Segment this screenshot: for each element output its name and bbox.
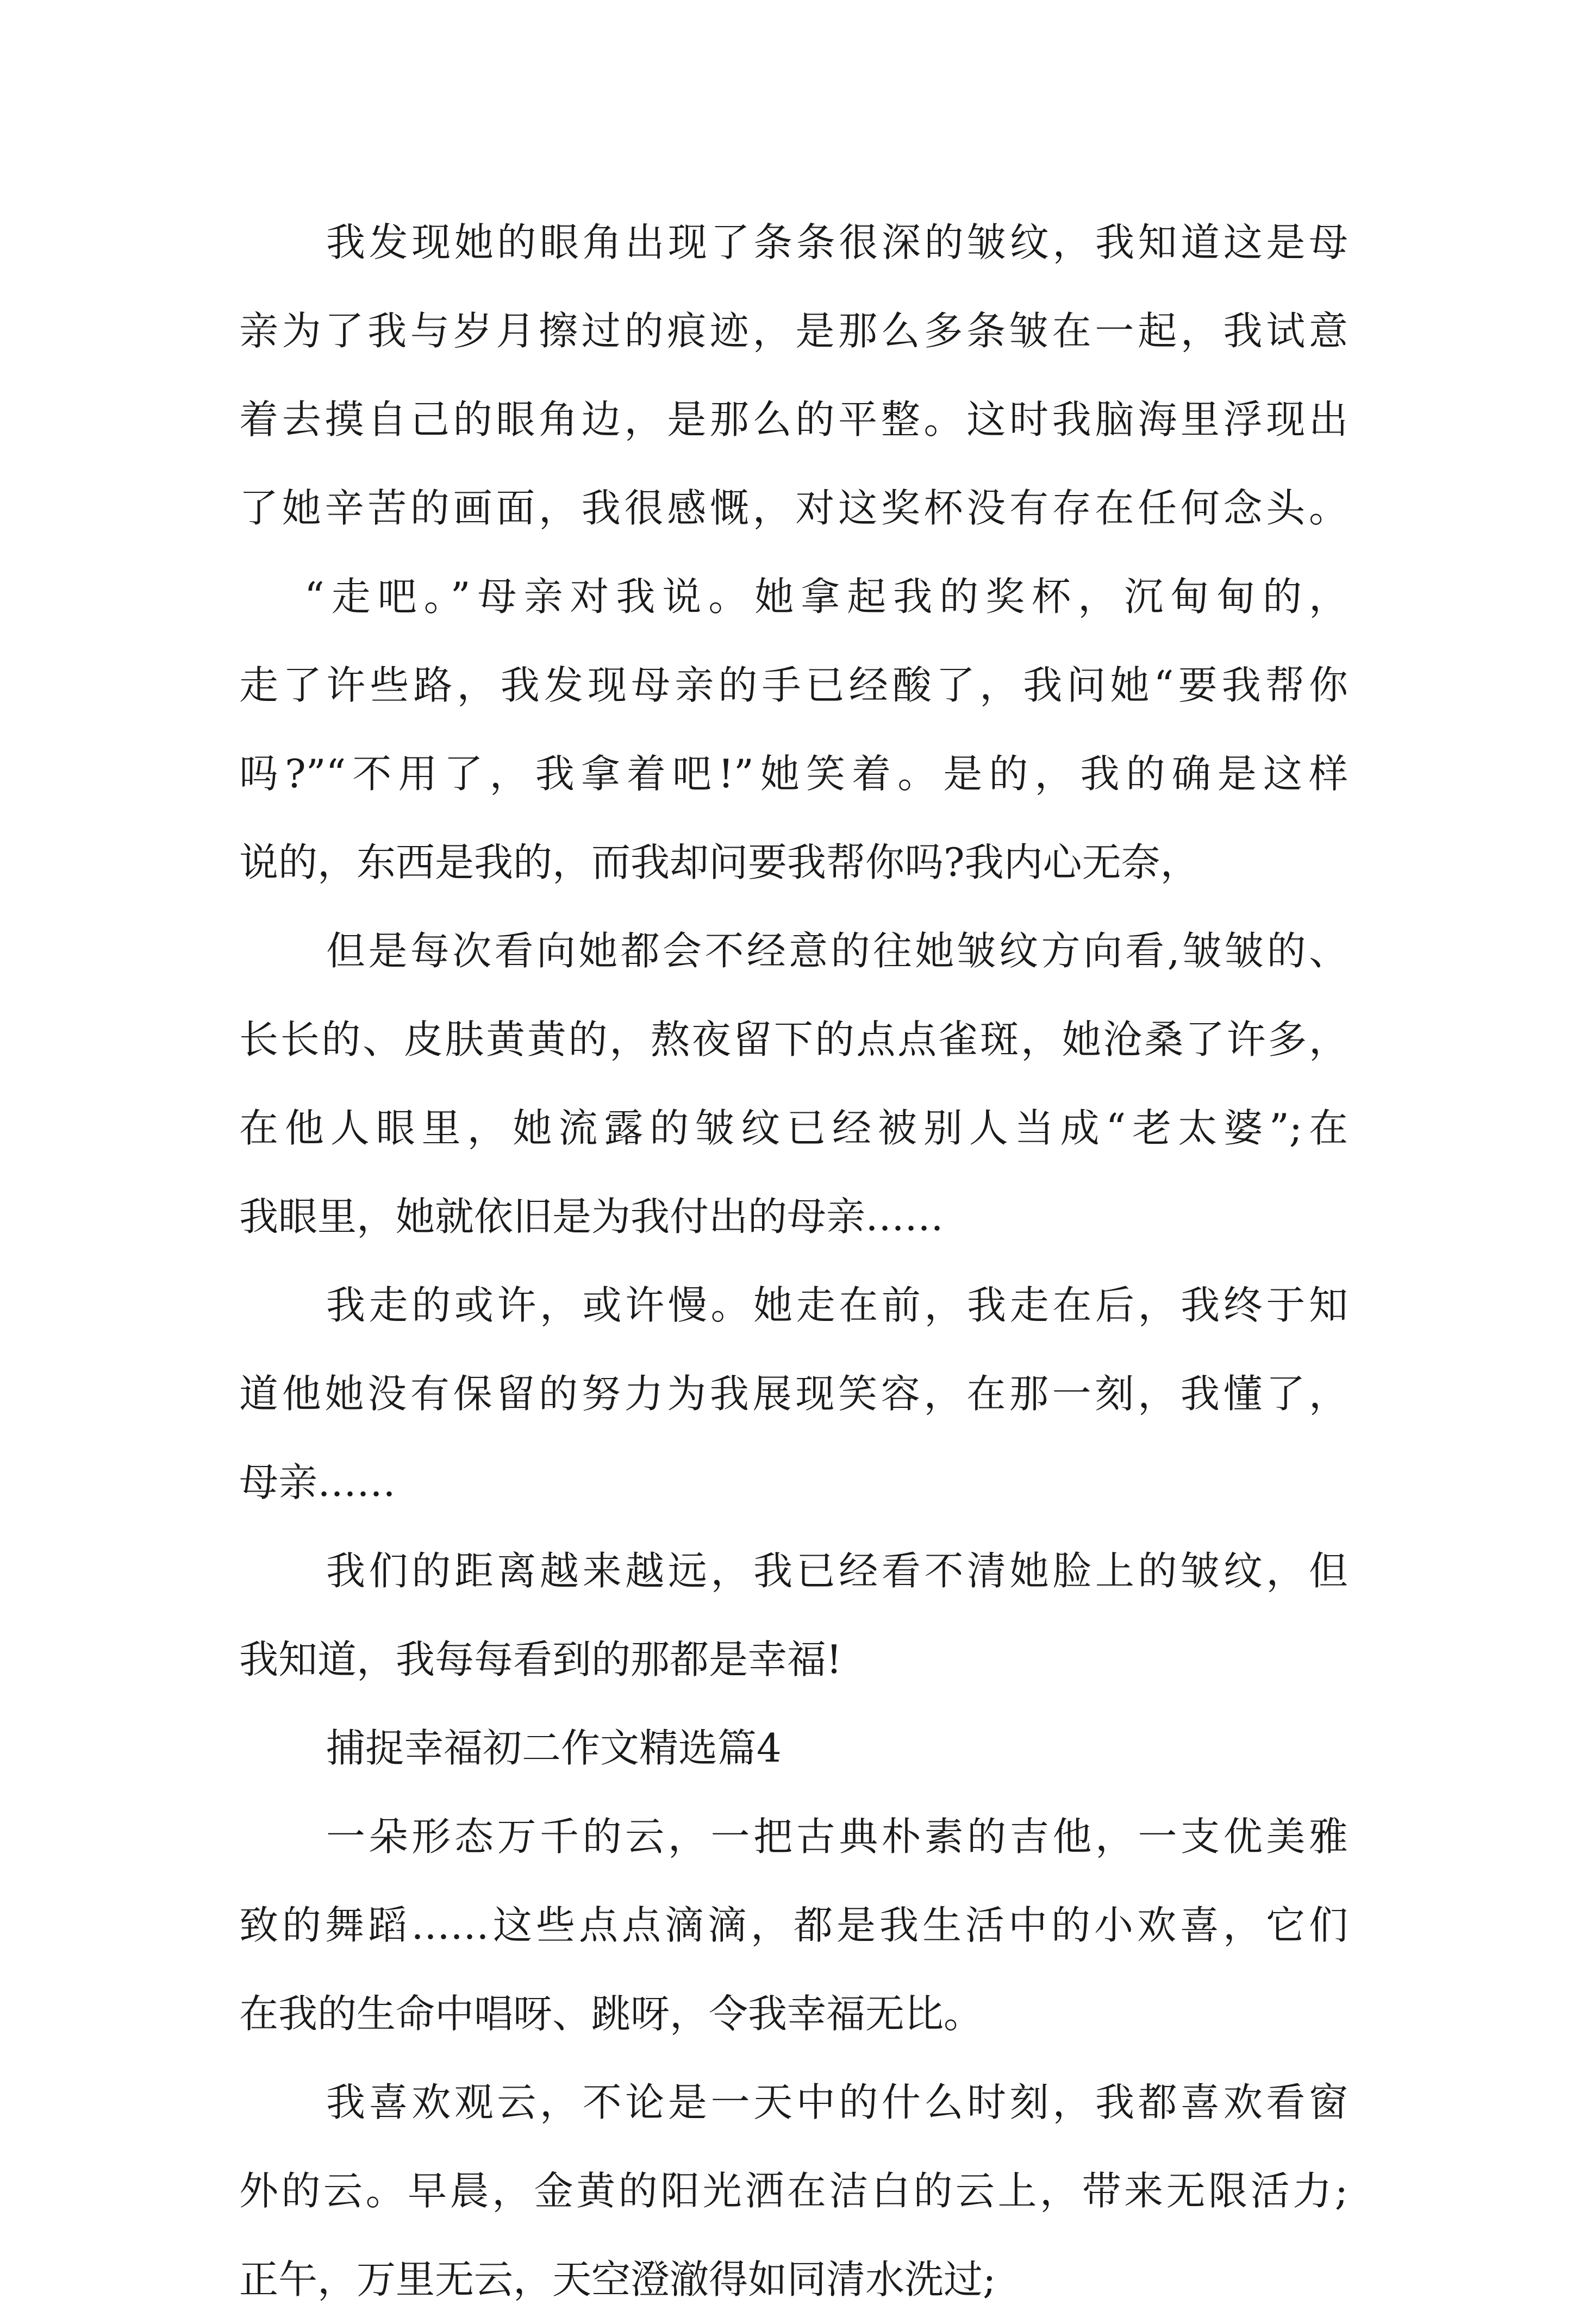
text-line: 我知道，我每每看到的那都是幸福! xyxy=(239,1637,842,1682)
text-line: 亲为了我与岁月擦过的痕迹，是那么多条皱在一起，我试意 xyxy=(239,308,1348,354)
text-line: 我眼里，她就依旧是为我付出的母亲…… xyxy=(239,1194,944,1239)
text-line: “走吧。”母亲对我说。她拿起我的奖杯，沉甸甸的， xyxy=(304,574,1348,619)
text-line: 着去摸自己的眼角边，是那么的平整。这时我脑海里浮现出 xyxy=(239,397,1348,442)
text-line: 母亲…… xyxy=(239,1459,396,1505)
paragraph xyxy=(239,553,1348,907)
text-line: 道他她没有保留的努力为我展现笑容，在那一刻，我懂了， xyxy=(239,1371,1348,1417)
text-line: 致的舞蹈……这些点点滴滴，都是我生活中的小欢喜，它们 xyxy=(239,1902,1348,1948)
text-line: 了她辛苦的画面，我很感慨，对这奖杯没有存在任何念头。 xyxy=(239,485,1348,531)
text-line: 说的，东西是我的，而我却问要我帮你吗?我内心无奈， xyxy=(239,840,1200,885)
paragraph xyxy=(239,2058,1348,2324)
paragraph xyxy=(239,1793,1348,2058)
text-line: 长长的、皮肤黄黄的，熬夜留下的点点雀斑，她沧桑了许多， xyxy=(239,1017,1348,1062)
text-line: 走了许些路，我发现母亲的手已经酸了，我问她“要我帮你 xyxy=(239,662,1348,708)
text-line: 我走的或许，或许慢。她走在前，我走在后，我终于知 xyxy=(326,1282,1348,1328)
text-line: 吗?”“不用了，我拿着吧!”她笑着。是的，我的确是这样 xyxy=(239,751,1348,797)
text-line: 一朵形态万千的云，一把古典朴素的吉他，一支优美雅 xyxy=(326,1814,1348,1859)
section-heading xyxy=(239,1704,1348,1793)
text-line: 在我的生命中唱呀、跳呀，令我幸福无比。 xyxy=(239,1991,983,2037)
paragraph xyxy=(239,1527,1348,1704)
heading-text: 捕捉幸福初二作文精选篇4 xyxy=(326,1725,782,1771)
text-line: 正午，万里无云，天空澄澈得如同清水洗过; xyxy=(239,2257,996,2302)
paragraph xyxy=(239,1261,1348,1527)
text-line: 在他人眼里，她流露的皱纹已经被别人当成“老太婆”;在 xyxy=(239,1105,1348,1151)
text-line: 外的云。早晨，金黄的阳光洒在洁白的云上，带来无限活力; xyxy=(239,2168,1348,2214)
paragraph xyxy=(239,198,1348,553)
text-line: 我们的距离越来越远，我已经看不清她脸上的皱纹，但 xyxy=(326,1548,1348,1594)
text-line: 但是每次看向她都会不经意的往她皱纹方向看,皱皱的、 xyxy=(326,928,1348,974)
document-body xyxy=(239,198,1348,2324)
paragraph xyxy=(239,907,1348,1261)
text-line: 我发现她的眼角出现了条条很深的皱纹，我知道这是母 xyxy=(326,220,1348,265)
text-line: 我喜欢观云，不论是一天中的什么时刻，我都喜欢看窗 xyxy=(326,2079,1348,2125)
